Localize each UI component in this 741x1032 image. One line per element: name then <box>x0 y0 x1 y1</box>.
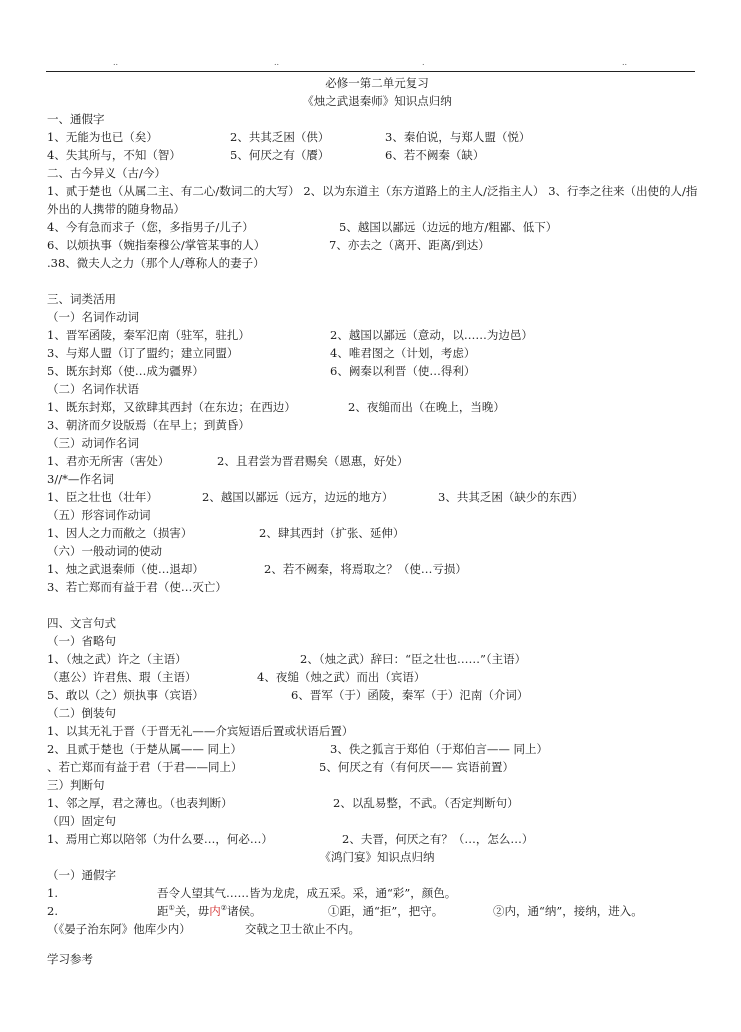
highlighted-char: 内 <box>209 904 221 918</box>
subsection-heading: （四）固定句 <box>47 814 116 828</box>
quote-text: 关，毋 <box>174 904 210 918</box>
item-row <box>47 830 707 848</box>
page-footer: 学习参考 <box>47 952 93 966</box>
subsection-heading: （一）名词作动词 <box>47 310 139 324</box>
item-row <box>47 344 707 362</box>
header-dot: .. <box>113 58 119 67</box>
item: 1、烛之武退秦师（使…退却） <box>47 562 204 576</box>
item: 1、因人之力而敝之（损害） <box>47 526 193 540</box>
item-row <box>47 794 707 812</box>
section-heading: 二、古今异义（古/今） <box>47 166 166 180</box>
item: 5、越国以鄙远（边远的地方/粗鄙、低下） <box>339 220 558 234</box>
header-dot: .. <box>622 58 628 67</box>
item: 6、晋军（于）函陵，秦军（于）氾南（介词） <box>291 688 529 702</box>
note-marker: ① <box>168 904 175 913</box>
item-row <box>47 524 707 542</box>
quote-line <box>157 902 262 920</box>
section-heading: 三、词类活用 <box>47 292 116 306</box>
subsection-heading: （一）省略句 <box>47 634 116 648</box>
item: 3、秦伯说，与郑人盟（悦） <box>385 130 531 144</box>
item: 5、敢以（之）烦执事（宾语） <box>47 688 204 702</box>
item-number: 2. <box>47 904 58 918</box>
item: 5、何厌之有（餍） <box>230 148 330 162</box>
item: 2、夫晋，何厌之有？（…，怎么…） <box>342 832 534 846</box>
item: 4、唯君图之（计划，考虑） <box>330 346 476 360</box>
subsection-heading: （三）动词作名词 <box>47 436 139 450</box>
item: 1、以其无礼于晋（于晋无礼——介宾短语后置或状语后置） <box>47 724 354 738</box>
item: 5、既东封郑（使…成为疆界） <box>47 364 204 378</box>
item: 1、晋军函陵，秦军氾南（驻军，驻扎） <box>47 328 250 342</box>
item-row <box>47 488 707 506</box>
item: 1、（烛之武）许之（主语） <box>47 652 187 666</box>
subsection-heading: （六）一般动词的使动 <box>47 544 162 558</box>
subsection-heading: （二）名词作状语 <box>47 382 139 396</box>
item: 交戟之卫士欲止不内。 <box>245 922 360 936</box>
item-row <box>47 650 707 668</box>
spacer <box>47 272 707 290</box>
subsection-heading: （一）通假字 <box>47 868 116 882</box>
item: 4、夜缒（烛之武）而出（宾语） <box>257 670 426 684</box>
item-row <box>47 236 707 254</box>
item: .38、微夫人之力（那个人/尊称人的妻子） <box>47 256 265 270</box>
item-row <box>47 218 707 236</box>
item: 3、朝济而夕设版焉（在早上；到黄昏） <box>47 418 250 432</box>
item: （《晏子治东阿》他库少内） <box>47 922 191 936</box>
subsection-heading: 三）判断句 <box>47 778 105 792</box>
document-body <box>47 74 707 938</box>
item: 1、无能为也已（矣） <box>47 130 158 144</box>
item: 4、今有急而求子（您，多指男子/儿子） <box>47 220 254 234</box>
item: 3、共其乏困（缺少的东西） <box>438 490 584 504</box>
section-heading: 一、通假字 <box>47 112 105 126</box>
item: 2、且贰于楚也（于楚从属—— 同上） <box>47 742 242 756</box>
doc-title: 必修一第二单元复习 <box>325 76 429 90</box>
item: 2、越国以鄙远（意动，以……为边邑） <box>330 328 533 342</box>
item-row <box>47 686 707 704</box>
item-paragraph: 1、贰于楚也（从属二主、有二心/数词二的大写） 2、以为东道主（东方道路上的主人/泛指主人） 3、行李之往来（出使的人/指外出的人携带的随身物品） <box>47 184 698 216</box>
item-row <box>47 920 707 938</box>
item: 4、失其所与，不知（智） <box>47 148 181 162</box>
item: 6、以烦执事（婉指秦穆公/掌管某事的人） <box>47 238 266 252</box>
subsection-heading: （二）倒装句 <box>47 706 116 720</box>
doc-subtitle: 《烛之武退秦师》知识点归纳 <box>302 94 452 108</box>
item: （惠公）许君焦、瑕（主语） <box>47 670 197 684</box>
item: 3、佚之狐言于郑伯（于郑伯言—— 同上） <box>330 742 548 756</box>
item-row <box>47 758 707 776</box>
item: 6、阙秦以利晋（使…得利） <box>330 364 476 378</box>
item-row <box>47 146 707 164</box>
item: 、若亡郑而有益于君（于君——同上） <box>47 760 243 774</box>
item-number: 1. <box>47 886 58 900</box>
item: 2、若不阙秦，将焉取之？（使…亏损） <box>264 562 467 576</box>
section-heading: 四、文言句式 <box>47 616 116 630</box>
item-row <box>47 398 707 416</box>
spacer <box>47 596 707 614</box>
header-dot: .. <box>274 58 280 67</box>
item: 2、夜缒而出（在晚上，当晚） <box>348 400 505 414</box>
item: 1、邻之厚，君之薄也。（也表判断） <box>47 796 233 810</box>
subsection-heading: 3//*—作名词 <box>47 472 114 486</box>
item: 2、越国以鄙远（远方，边远的地方） <box>202 490 394 504</box>
item: 2、肆其西封（扩张、延伸） <box>259 526 405 540</box>
item-row <box>47 128 707 146</box>
section-title: 《鸿门宴》知识点归纳 <box>319 850 435 864</box>
item: 1、臣之壮也（壮年） <box>47 490 158 504</box>
item: 6、若不阙秦（缺） <box>385 148 485 162</box>
item-row <box>47 668 707 686</box>
header-dot: . <box>422 58 425 67</box>
item: 1、既东封郑，又欲肆其西封（在东边；在西边） <box>47 400 296 414</box>
item-row <box>47 902 707 920</box>
item: 吾令人望其气……皆为龙虎，成五采。采，通“彩”，颜色。 <box>157 886 457 900</box>
quote-text: 距 <box>157 904 169 918</box>
note-marker: ② <box>220 904 228 913</box>
quote-text: 诸侯。 <box>227 904 262 918</box>
item-row <box>47 362 707 380</box>
item: 3、若亡郑而有益于君（使…灭亡） <box>47 580 227 594</box>
subsection-heading: （五）形容词作动词 <box>47 508 151 522</box>
item: 2、共其乏困（供） <box>230 130 330 144</box>
item: 7、亦去之（离开、距离/到达） <box>329 238 490 252</box>
item-row <box>47 560 707 578</box>
item: 2、（烛之武）辞曰：“臣之壮也……”（主语） <box>300 652 527 666</box>
note: ②内，通“纳”，接纳，进入。 <box>493 904 643 918</box>
item-row <box>47 884 707 902</box>
item: 1、君亦无所害（害处） <box>47 454 170 468</box>
item: 2、且君尝为晋君赐矣（恩惠，好处） <box>217 454 409 468</box>
item-row <box>47 452 707 470</box>
item: 5、何厌之有（有何厌—— 宾语前置） <box>319 760 514 774</box>
item: 1、焉用亡郑以陪邻（为什么要…，何必…） <box>47 832 273 846</box>
item: 3、与郑人盟（订了盟约；建立同盟） <box>47 346 239 360</box>
item-row <box>47 740 707 758</box>
item: 2、以乱易整，不武。（否定判断句） <box>333 796 519 810</box>
note: ①距，通“拒”，把守。 <box>328 904 444 918</box>
item-row <box>47 326 707 344</box>
header-rule <box>46 71 695 72</box>
